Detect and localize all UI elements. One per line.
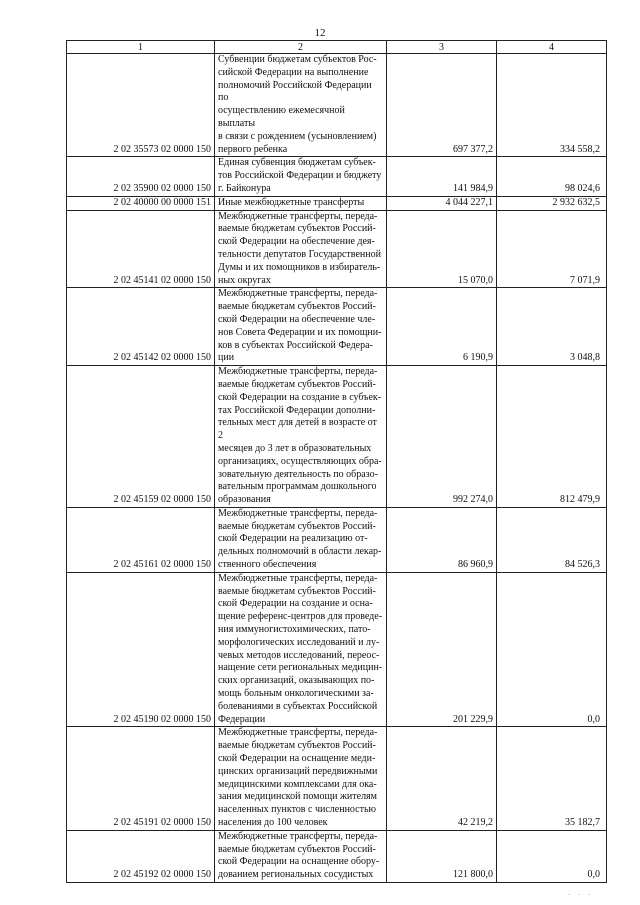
row-value-col3: 201 229,9: [387, 572, 497, 727]
description-line: нов Совета Федерации и их помощни-: [218, 326, 382, 338]
row-value-col4: 0,0: [497, 572, 607, 727]
table-row: [67, 830, 607, 882]
row-description: [215, 210, 387, 288]
row-code: 2 02 45141 02 0000 150: [67, 210, 215, 288]
description-line: Иные межбюджетные трансферты: [218, 196, 365, 208]
column-header-1: 1: [67, 41, 215, 54]
table-row: [67, 727, 607, 830]
row-code: 2 02 45190 02 0000 150: [67, 572, 215, 727]
row-value-col4: 812 479,9: [497, 366, 607, 508]
description-line: ской Федерации на обеспечение дея-: [218, 236, 375, 248]
description-line: ской Федерации на обеспечение чле-: [218, 313, 376, 325]
description-line: ственного обеспечения: [218, 559, 317, 571]
table-row: [67, 366, 607, 508]
row-description: [215, 507, 387, 572]
row-value-col4: 2 932 632,5: [497, 196, 607, 210]
description-line: Межбюджетные трансферты, переда-: [218, 288, 378, 300]
row-value-col3: 15 070,0: [387, 210, 497, 288]
description-line: Межбюджетные трансферты, переда-: [218, 572, 378, 584]
description-line: Межбюджетные трансферты, переда-: [218, 507, 378, 519]
description-line: Межбюджетные трансферты, переда-: [218, 727, 378, 739]
description-line: ваемые бюджетам субъектов Россий-: [218, 585, 376, 597]
description-line: болеваниями в субъектах Российской: [218, 700, 378, 712]
description-line: ных округах: [218, 274, 271, 286]
row-value-col4: 84 526,3: [497, 507, 607, 572]
row-code: 2 02 40000 00 0000 151: [67, 196, 215, 210]
row-description: [215, 54, 387, 157]
row-description: [215, 727, 387, 830]
row-value-col4: 35 182,7: [497, 727, 607, 830]
column-header-4: 4: [497, 41, 607, 54]
row-code: 2 02 45142 02 0000 150: [67, 288, 215, 366]
description-line: тельных мест для детей в возрасте от 2: [218, 417, 377, 442]
row-value-col4: 7 071,9: [497, 210, 607, 288]
description-line: Субвенции бюджетам субъектов Рос-: [218, 54, 377, 65]
description-line: г. Байконура: [218, 182, 271, 194]
table-row: [67, 288, 607, 366]
row-value-col4: 3 048,8: [497, 288, 607, 366]
row-value-col3: 42 219,2: [387, 727, 497, 830]
table-header-row: [67, 41, 607, 54]
description-line: образования: [218, 494, 271, 506]
description-line: зовательную деятельность по образо-: [218, 468, 378, 480]
row-description: [215, 830, 387, 882]
description-line: ской Федерации на оснащение меди-: [218, 753, 376, 765]
description-line: тов Российской Федерации и бюджету: [218, 170, 382, 182]
row-code: 2 02 45161 02 0000 150: [67, 507, 215, 572]
table-row: [67, 210, 607, 288]
description-line: Межбюджетные трансферты, переда-: [218, 366, 378, 378]
row-value-col3: 4 044 227,1: [387, 196, 497, 210]
description-line: организациях, осуществляющих обра-: [218, 455, 382, 467]
description-line: первого ребенка: [218, 143, 288, 155]
description-line: ской Федерации на создание в субъек-: [218, 391, 382, 403]
row-code: 2 02 45191 02 0000 150: [67, 727, 215, 830]
description-line: ваемые бюджетам субъектов Россий-: [218, 520, 376, 532]
row-value-col3: 121 800,0: [387, 830, 497, 882]
description-line: Федерации: [218, 713, 266, 725]
description-line: Межбюджетные трансферты, переда-: [218, 830, 378, 842]
row-description: [215, 288, 387, 366]
description-line: населения до 100 человек: [218, 817, 328, 829]
table-row: [67, 54, 607, 157]
row-value-col3: 6 190,9: [387, 288, 497, 366]
description-line: Единая субвенция бюджетам субъек-: [218, 157, 376, 169]
column-header-3: 3: [387, 41, 497, 54]
description-line: цинских организаций передвижными: [218, 765, 378, 777]
description-line: ции: [218, 352, 235, 364]
description-line: дованием региональных сосудистых: [218, 869, 374, 881]
description-line: ваемые бюджетам субъектов Россий-: [218, 301, 376, 313]
description-line: в связи с рождением (усыновлением): [218, 130, 377, 142]
row-value-col3: 141 984,9: [387, 157, 497, 196]
row-value-col3: 86 960,9: [387, 507, 497, 572]
row-value-col4: 0,0: [497, 830, 607, 882]
description-line: ской Федерации на создание и осна-: [218, 598, 373, 610]
table-row: [67, 507, 607, 572]
budget-table: [66, 40, 607, 883]
description-line: Межбюджетные трансферты, переда-: [218, 210, 378, 222]
page-number: 12: [314, 27, 326, 39]
row-code: 2 02 45159 02 0000 150: [67, 366, 215, 508]
row-value-col4: 334 558,2: [497, 54, 607, 157]
description-line: чевых методов исследований, переос-: [218, 649, 380, 661]
table-row: [67, 196, 607, 210]
description-line: ния иммуногистохимических, пато-: [218, 624, 371, 636]
description-line: ской Федерации на оснащение обору-: [218, 856, 380, 868]
row-value-col3: 992 274,0: [387, 366, 497, 508]
row-description: [215, 157, 387, 196]
description-line: зания медицинской помощи жителям: [218, 791, 377, 803]
row-description: [215, 196, 387, 210]
row-value-col4: 98 024,6: [497, 157, 607, 196]
description-line: медицинскими комплексами для ока-: [218, 778, 377, 790]
table-row: [67, 572, 607, 727]
description-line: ских организаций, оказывающих по-: [218, 675, 375, 687]
row-description: [215, 366, 387, 508]
description-line: морфологических исследований и лу-: [218, 636, 380, 648]
row-code: 2 02 35573 02 0000 150: [67, 54, 215, 157]
description-line: месяцев до 3 лет в образовательных: [218, 442, 372, 454]
description-line: населенных пунктов с численностью: [218, 804, 377, 816]
description-line: ваемые бюджетам субъектов Россий-: [218, 378, 376, 390]
description-line: осуществлению ежемесячной выплаты: [218, 105, 345, 129]
description-line: сийской Федерации на выполнение: [218, 66, 369, 78]
description-line: ваемые бюджетам субъектов Россий-: [218, 223, 376, 235]
description-line: Думы и их помощников в избиратель-: [218, 261, 381, 273]
row-code: 2 02 45192 02 0000 150: [67, 830, 215, 882]
description-line: ской Федерации на реализацию от-: [218, 533, 368, 545]
column-header-2: 2: [215, 41, 387, 54]
row-description: [215, 572, 387, 727]
table-row: [67, 157, 607, 196]
description-line: дельных полномочий в области лекар-: [218, 546, 382, 558]
row-value-col3: 697 377,2: [387, 54, 497, 157]
description-line: ваемые бюджетам субъектов Россий-: [218, 740, 376, 752]
row-code: 2 02 35900 02 0000 150: [67, 157, 215, 196]
description-line: мощь больным онкологическими за-: [218, 688, 374, 700]
description-line: тельности депутатов Государственной: [218, 248, 381, 260]
description-line: вательным программам дошкольного: [218, 481, 377, 493]
scan-mark: · · ·: [568, 891, 594, 899]
description-line: щение референс-центров для проведе-: [218, 611, 383, 623]
description-line: ваемые бюджетам субъектов Россий-: [218, 843, 376, 855]
description-line: нащение сети региональных медицин-: [218, 662, 383, 674]
description-line: ков в субъектах Российской Федера-: [218, 339, 373, 351]
description-line: полномочий Российской Федерации по: [218, 79, 372, 104]
description-line: тах Российской Федерации дополни-: [218, 404, 376, 416]
